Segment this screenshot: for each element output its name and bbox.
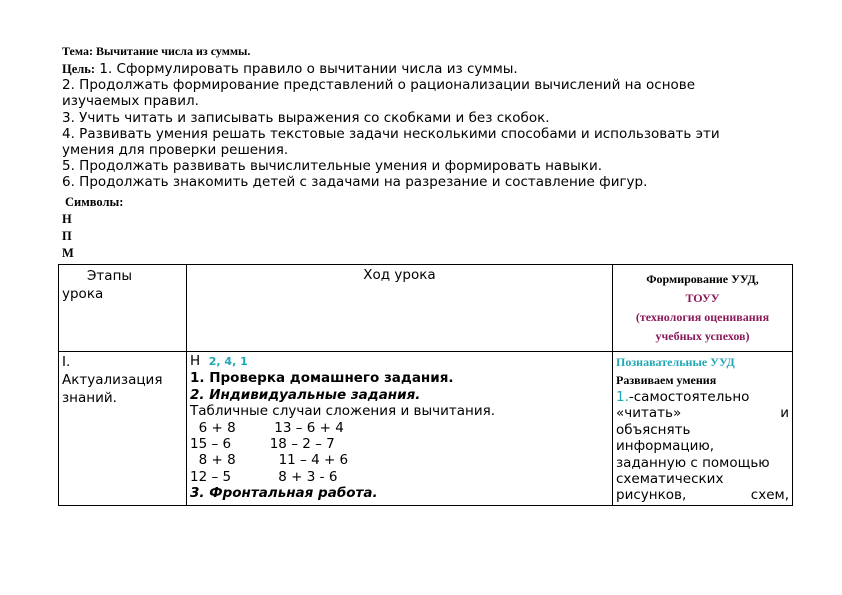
header-stages: Этапы урока	[59, 265, 187, 352]
goal-line-2: 2. Продолжать формирование представлений о рационализации вычислений на основе	[62, 77, 696, 94]
tasks-subtitle: Табличные случаи сложения и вычитания.	[190, 403, 496, 420]
exercise-line: 8 + 8 11 – 4 + 6	[190, 452, 349, 469]
goal-line-7: 5. Продолжать развивать вычислительные умения и формировать навыки.	[62, 158, 603, 175]
goal-label: Цель:	[62, 62, 96, 76]
exercise-line: 15 – 6 18 – 2 – 7	[190, 436, 335, 453]
header-uud: Формирование УУД, ТОУУ (технология оценивания учебных успехов)	[613, 265, 793, 352]
goal-line-3: изучаемых правил.	[62, 93, 199, 110]
exercise-line: 12 – 5 8 + 3 - 6	[190, 468, 338, 485]
symbols-title: Символы:	[65, 195, 124, 209]
symbol-item: П	[62, 229, 72, 243]
symbol-item: М	[62, 246, 74, 260]
table-header-row	[59, 265, 793, 352]
level-marker: Н 2, 4, 1	[190, 353, 248, 369]
goal-line-5: 4. Развивать умения решать текстовые задачи несколькими способами и использовать эти	[62, 125, 720, 142]
goal-line-4: 3. Учить читать и записывать выражения со скобками и без скобок.	[62, 109, 550, 126]
symbol-item: Н	[62, 212, 72, 226]
frontal-work: 3. Фронтальная работа.	[190, 485, 378, 502]
lesson-topic: Тема: Вычитание числа из суммы.	[62, 44, 251, 58]
lesson-table	[58, 264, 793, 506]
uud-subtitle: Развиваем умения	[616, 373, 717, 387]
symbols-legend	[62, 194, 123, 262]
lesson-goals	[62, 61, 782, 191]
goal-line-8: 6. Продолжать знакомить детей с задачами на разрезание и составление фигур.	[62, 174, 648, 191]
header-lesson-course: Ход урока	[187, 265, 613, 352]
stage-cell: I. Актуализация знаний.	[59, 352, 187, 506]
uud-cell: Познавательные УУД Развиваем умения 1.-самостоятельно «читать» и объяснять информацию, заданную с помощью схематических рисунков, схем,	[613, 352, 793, 506]
homework-check: 1. Проверка домашнего задания.	[190, 370, 454, 387]
goal-line-6: умения для проверки решения.	[62, 142, 289, 159]
table-row	[59, 352, 793, 506]
uud-title: Познавательные УУД	[616, 355, 735, 369]
individual-tasks: 2. Индивидуальные задания.	[190, 386, 421, 403]
lesson-course-cell	[187, 352, 613, 506]
exercise-line: 6 + 8 13 – 6 + 4	[190, 419, 344, 436]
goal-line-1: Цель: 1. Сформулировать правило о вычитании числа из суммы.	[62, 61, 518, 77]
